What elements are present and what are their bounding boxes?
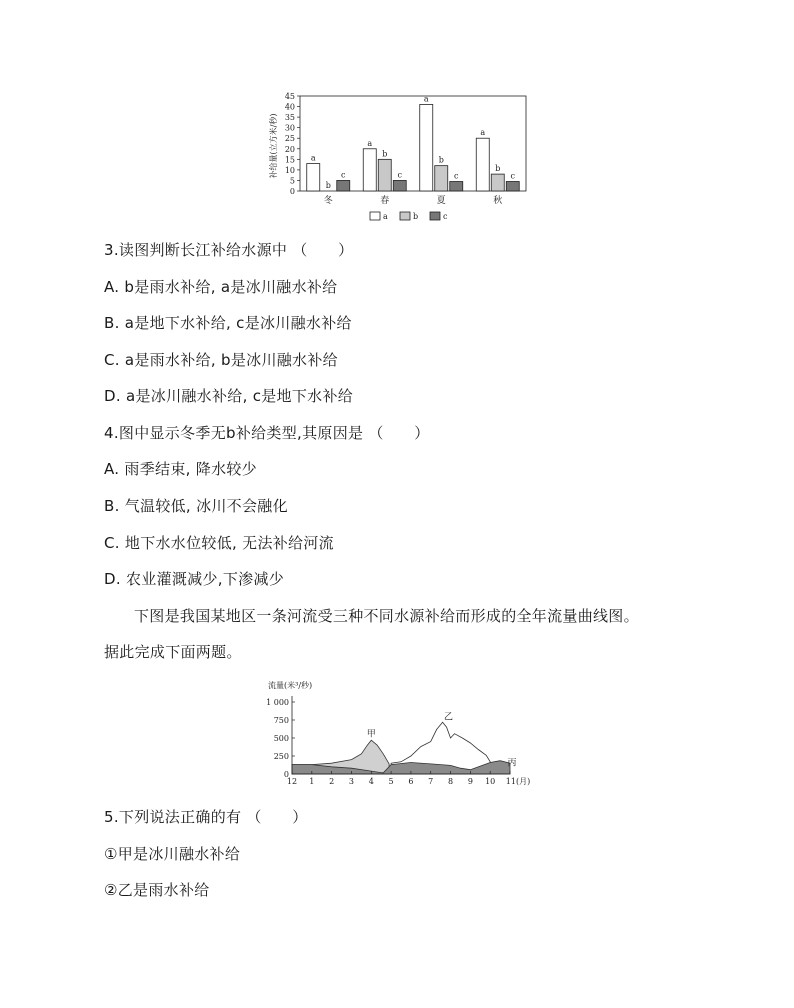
chart1-legend-swatch-b [400,212,410,220]
chart1-ytick-label: 15 [284,155,295,165]
q5-statement-1: ①甲是冰川融水补给 [104,845,241,863]
chart1-bar-label-b: b [438,155,444,165]
chart1-ytick-label: 25 [284,134,295,144]
intro-line-2: 据此完成下面两题。 [104,643,242,661]
chart1-x-labels [324,194,503,206]
chart1-legend [370,212,448,221]
q3-option-b: B. a是地下水补给, c是冰川融水补给 [104,314,352,332]
chart1-bar-label-c: c [397,170,402,180]
chart2-xtick-label: 6 [408,777,414,786]
chart1-bar-c [337,180,350,191]
chart1-legend-label: a [383,212,388,221]
chart1-legend-swatch-c [430,212,440,220]
chart2-xtick-label: 1 [309,777,315,786]
chart1-ytick-label: 30 [284,123,295,133]
chart1-bars [307,94,520,191]
chart2-ytick-label: 750 [273,716,289,725]
chart1-bar-c [506,182,519,192]
chart2-series-label: 丙 [507,758,517,769]
chart1-bar-label-a: a [367,138,373,148]
chart1-bar-a [420,104,433,191]
chart1-bar-a [476,138,489,191]
chart2-series-label: 甲 [366,729,376,740]
chart1-bar-label-a: a [310,153,316,163]
chart1-bar-label-c: c [341,170,346,180]
chart1-legend-swatch-a [370,212,380,220]
chart1-bar-c [450,182,463,192]
q3-option-a: A. b是雨水补给, a是冰川融水补给 [104,278,338,296]
chart1-ytick-label: 20 [284,144,295,154]
chart1-bar-label-a: a [480,128,486,138]
q4-option-d: D. 农业灌溉减少,下渗减少 [104,570,285,588]
chart1-bar-a [307,164,320,191]
chart1-bar-label-b: b [325,181,331,190]
q4-option-b: B. 气温较低, 冰川不会融化 [104,497,288,515]
chart2-ytick-label: 250 [273,752,289,761]
chart2-xtick-label: 10 [485,777,496,786]
chart1-category-label: 夏 [436,196,446,206]
chart1-category-label: 春 [380,196,390,206]
chart1-ytick-label: 10 [284,165,295,175]
chart1-bar-label-b: b [495,164,501,174]
chart1-bar-b [378,159,391,191]
chart2-ylabel: 流量(米³/秒) [268,681,313,690]
chart1-bar-label-b: b [382,149,388,159]
chart2-xtick-label: 4 [368,777,374,786]
q4-option-a: A. 雨季结束, 降水较少 [104,460,257,478]
chart2-xtick-label: 8 [447,777,454,786]
chart2-ytick-label: 500 [273,734,289,743]
chart1-bar-c [393,180,406,191]
chart1-bar-label-a: a [423,94,429,104]
chart1-ytick-label: 5 [289,176,295,186]
annual-flow-area-chart [262,676,532,794]
chart2-xtick-label: 5 [388,777,394,786]
chart1-ytick-label: 40 [284,102,295,112]
chart1-bar-label-c: c [454,171,459,181]
chart1-legend-label: c [443,212,448,221]
chart1-ytick-label: 35 [284,113,295,123]
chart2-ytick-label: 1 000 [266,698,289,707]
chart2-areas [292,722,510,774]
q5-statement-2: ②乙是雨水补给 [104,881,210,899]
chart2-xtick-label: 7 [428,777,434,786]
chart2-xtick-label: 12 [286,777,298,786]
q3-option-d: D. a是冰川融水补给, c是地下水补给 [104,387,354,405]
question-3: 3.读图判断长江补给水源中 （ ） [104,241,354,259]
seasonal-recharge-bar-chart [262,88,542,228]
chart1-ylabel: 补给量(立方米/秒) [269,113,278,179]
chart1-bar-b [435,166,448,191]
intro-line-1: 下图是我国某地区一条河流受三种不同水源补给而形成的全年流量曲线图。 [134,607,639,625]
chart1-category-label: 秋 [493,196,503,206]
q3-option-c: C. a是雨水补给, b是冰川融水补给 [104,351,338,369]
chart1-bar-b [491,174,504,191]
chart1-bar-label-c: c [510,171,515,181]
chart1-legend-label: b [413,212,419,221]
chart1-bar-a [363,149,376,191]
chart2-xtick-label: 9 [467,777,473,786]
q4-option-c: C. 地下水水位较低, 无法补给河流 [104,534,334,552]
chart2-xtick-label: 11(月) [505,777,531,786]
chart1-ytick-label: 45 [284,92,295,101]
chart2-ytick-label: 0 [283,770,289,779]
question-5: 5.下列说法正确的有 （ ） [104,808,308,826]
chart2-xtick-label: 2 [329,777,335,786]
chart1-ytick-label: 0 [289,187,295,196]
chart1-y-ticks [285,92,300,196]
chart2-series-label: 乙 [444,712,454,723]
chart1-category-label: 冬 [323,196,333,206]
chart2-xtick-label: 3 [348,777,355,786]
question-4: 4.图中显示冬季无b补给类型,其原因是 （ ） [104,424,430,442]
